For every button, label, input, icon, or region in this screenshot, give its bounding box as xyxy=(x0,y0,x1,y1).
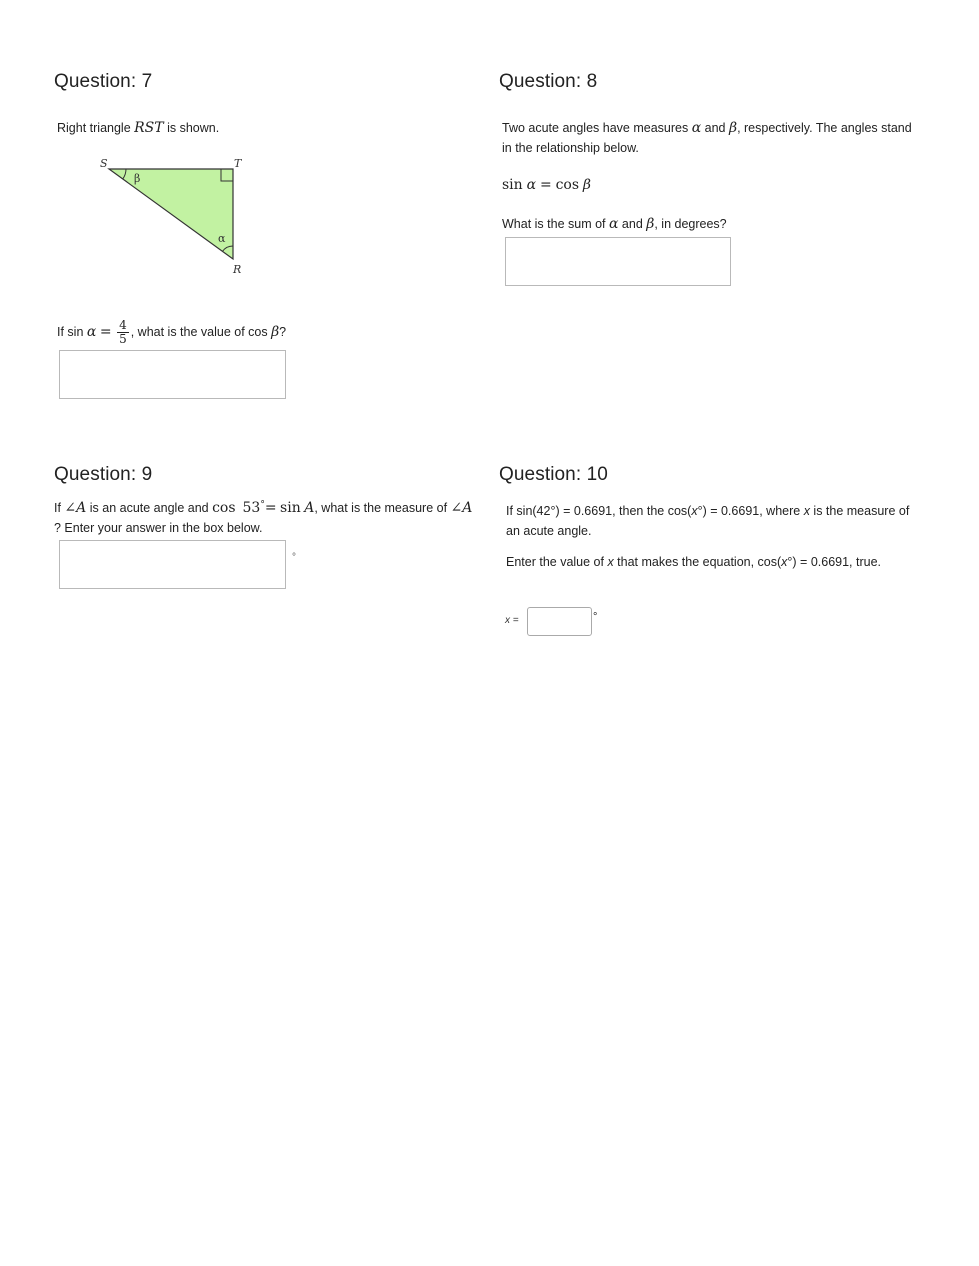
question-7 xyxy=(54,71,474,93)
q8-line-1 xyxy=(502,118,942,138)
q10-x-2: x xyxy=(803,504,810,518)
q9-t3: , what is the measure of xyxy=(314,501,451,516)
q8-q-beta: β xyxy=(646,216,655,232)
q10-line1-a: If sin(42°) = 0.6691, then the cos( xyxy=(506,504,692,518)
vertex-s-label: S xyxy=(100,157,108,170)
q10-line3-b: that makes the equation, cos( xyxy=(613,555,782,569)
q9-line-1 xyxy=(54,495,484,518)
q10-line-1 xyxy=(506,501,936,521)
question-7-intro xyxy=(57,118,219,138)
q7-intro-var: RST xyxy=(134,120,164,136)
q9-num53: 53 xyxy=(242,500,261,517)
q10-x-4: x xyxy=(781,555,788,569)
q8-line-2: in the relationship below. xyxy=(502,141,639,155)
q8-eq-sin: sin xyxy=(502,177,523,193)
q9-angle-sym-1: ∠ xyxy=(64,500,77,517)
q8-eq-equals: = xyxy=(539,177,552,193)
question-8 xyxy=(499,71,939,93)
q9-angle-sym-2: ∠ xyxy=(450,500,463,517)
q9-t1: If xyxy=(54,501,65,516)
angle-r-label: α xyxy=(218,232,226,245)
q8-question xyxy=(502,214,727,234)
q7-intro-prefix: Right triangle xyxy=(57,121,135,135)
question-7-prompt xyxy=(57,314,286,350)
q10-x-label: x = xyxy=(505,615,519,626)
q8-q-and: and xyxy=(618,217,647,231)
q10-x-1: x xyxy=(691,504,698,518)
q8-eq-alpha: α xyxy=(526,177,537,193)
q8-eq-beta: β xyxy=(582,177,592,193)
q7-prompt-alpha: α xyxy=(86,324,97,340)
q10-line1-b: °) = 0.6691, where xyxy=(697,504,804,518)
q8-q-b: , in degrees? xyxy=(654,217,727,231)
q10-degree-unit: ° xyxy=(593,611,598,623)
q8-equation xyxy=(502,176,591,193)
q8-answer-box[interactable] xyxy=(505,237,731,286)
q7-prompt-end: ? xyxy=(279,325,287,339)
q9-degree-sup: ° xyxy=(260,500,265,510)
q8-and: and xyxy=(701,121,729,135)
q7-prompt-eq: = xyxy=(99,324,112,340)
question-10 xyxy=(499,464,939,486)
q9-var-a-3: A xyxy=(462,500,473,517)
q8-line1-a: Two acute angles have measures xyxy=(502,121,692,135)
q9-sin: sin xyxy=(280,500,301,517)
q10-line3-a: Enter the value of xyxy=(506,555,608,569)
q10-line-2: an acute angle. xyxy=(506,524,592,538)
q10-x-3: x xyxy=(607,555,614,569)
triangle-fill xyxy=(109,169,233,259)
q7-prompt-beta: β xyxy=(271,324,280,340)
q10-answer-input[interactable] xyxy=(527,607,592,636)
vertex-t-label: T xyxy=(234,157,242,170)
vertex-r-label: R xyxy=(233,263,242,276)
q7-prompt-comma: , xyxy=(130,325,135,339)
q7-fraction xyxy=(117,319,129,346)
q7-frac-den: 5 xyxy=(119,332,127,347)
question-10-title: Question: 10 xyxy=(499,464,608,485)
q9-cos: cos xyxy=(212,500,236,517)
q9-degree-unit: ° xyxy=(292,552,296,563)
question-10-prompt xyxy=(506,501,936,541)
q8-beta: β xyxy=(728,120,738,136)
angle-s-label: β xyxy=(134,172,141,185)
q7-prompt-prefix: If sin xyxy=(57,325,84,339)
q9-line-2: ? Enter your answer in the box below. xyxy=(54,521,263,536)
q9-var-a-1: A xyxy=(76,500,87,517)
q10-line3-c: °) = 0.6691, true. xyxy=(787,555,882,569)
q8-line1-b: , respectively. The angles stand xyxy=(737,121,912,135)
q8-eq-cos: cos xyxy=(555,177,580,193)
q9-eq: = xyxy=(264,500,277,517)
question-8-intro xyxy=(502,118,942,158)
q9-answer-box[interactable] xyxy=(59,540,286,589)
q9-t2: is an acute angle and xyxy=(86,501,213,516)
q9-var-a-2: A xyxy=(304,500,315,517)
q8-q-a: What is the sum of xyxy=(502,217,609,231)
q8-alpha: α xyxy=(691,120,702,136)
triangle-rst-figure xyxy=(90,152,260,282)
question-7-title: Question: 7 xyxy=(54,71,153,92)
question-9-title: Question: 9 xyxy=(54,464,153,485)
question-8-title: Question: 8 xyxy=(499,71,598,92)
q7-frac-num: 4 xyxy=(119,318,127,333)
q8-q-alpha: α xyxy=(608,216,619,232)
q7-intro-suffix: is shown. xyxy=(163,121,220,135)
q7-answer-box[interactable] xyxy=(59,350,286,399)
question-9 xyxy=(54,464,474,486)
question-9-prompt xyxy=(54,495,484,538)
q10-line1-c: is the measure of xyxy=(809,504,910,518)
question-10-instruction xyxy=(506,552,936,572)
q7-prompt-mid: what is the value of cos xyxy=(134,325,272,339)
